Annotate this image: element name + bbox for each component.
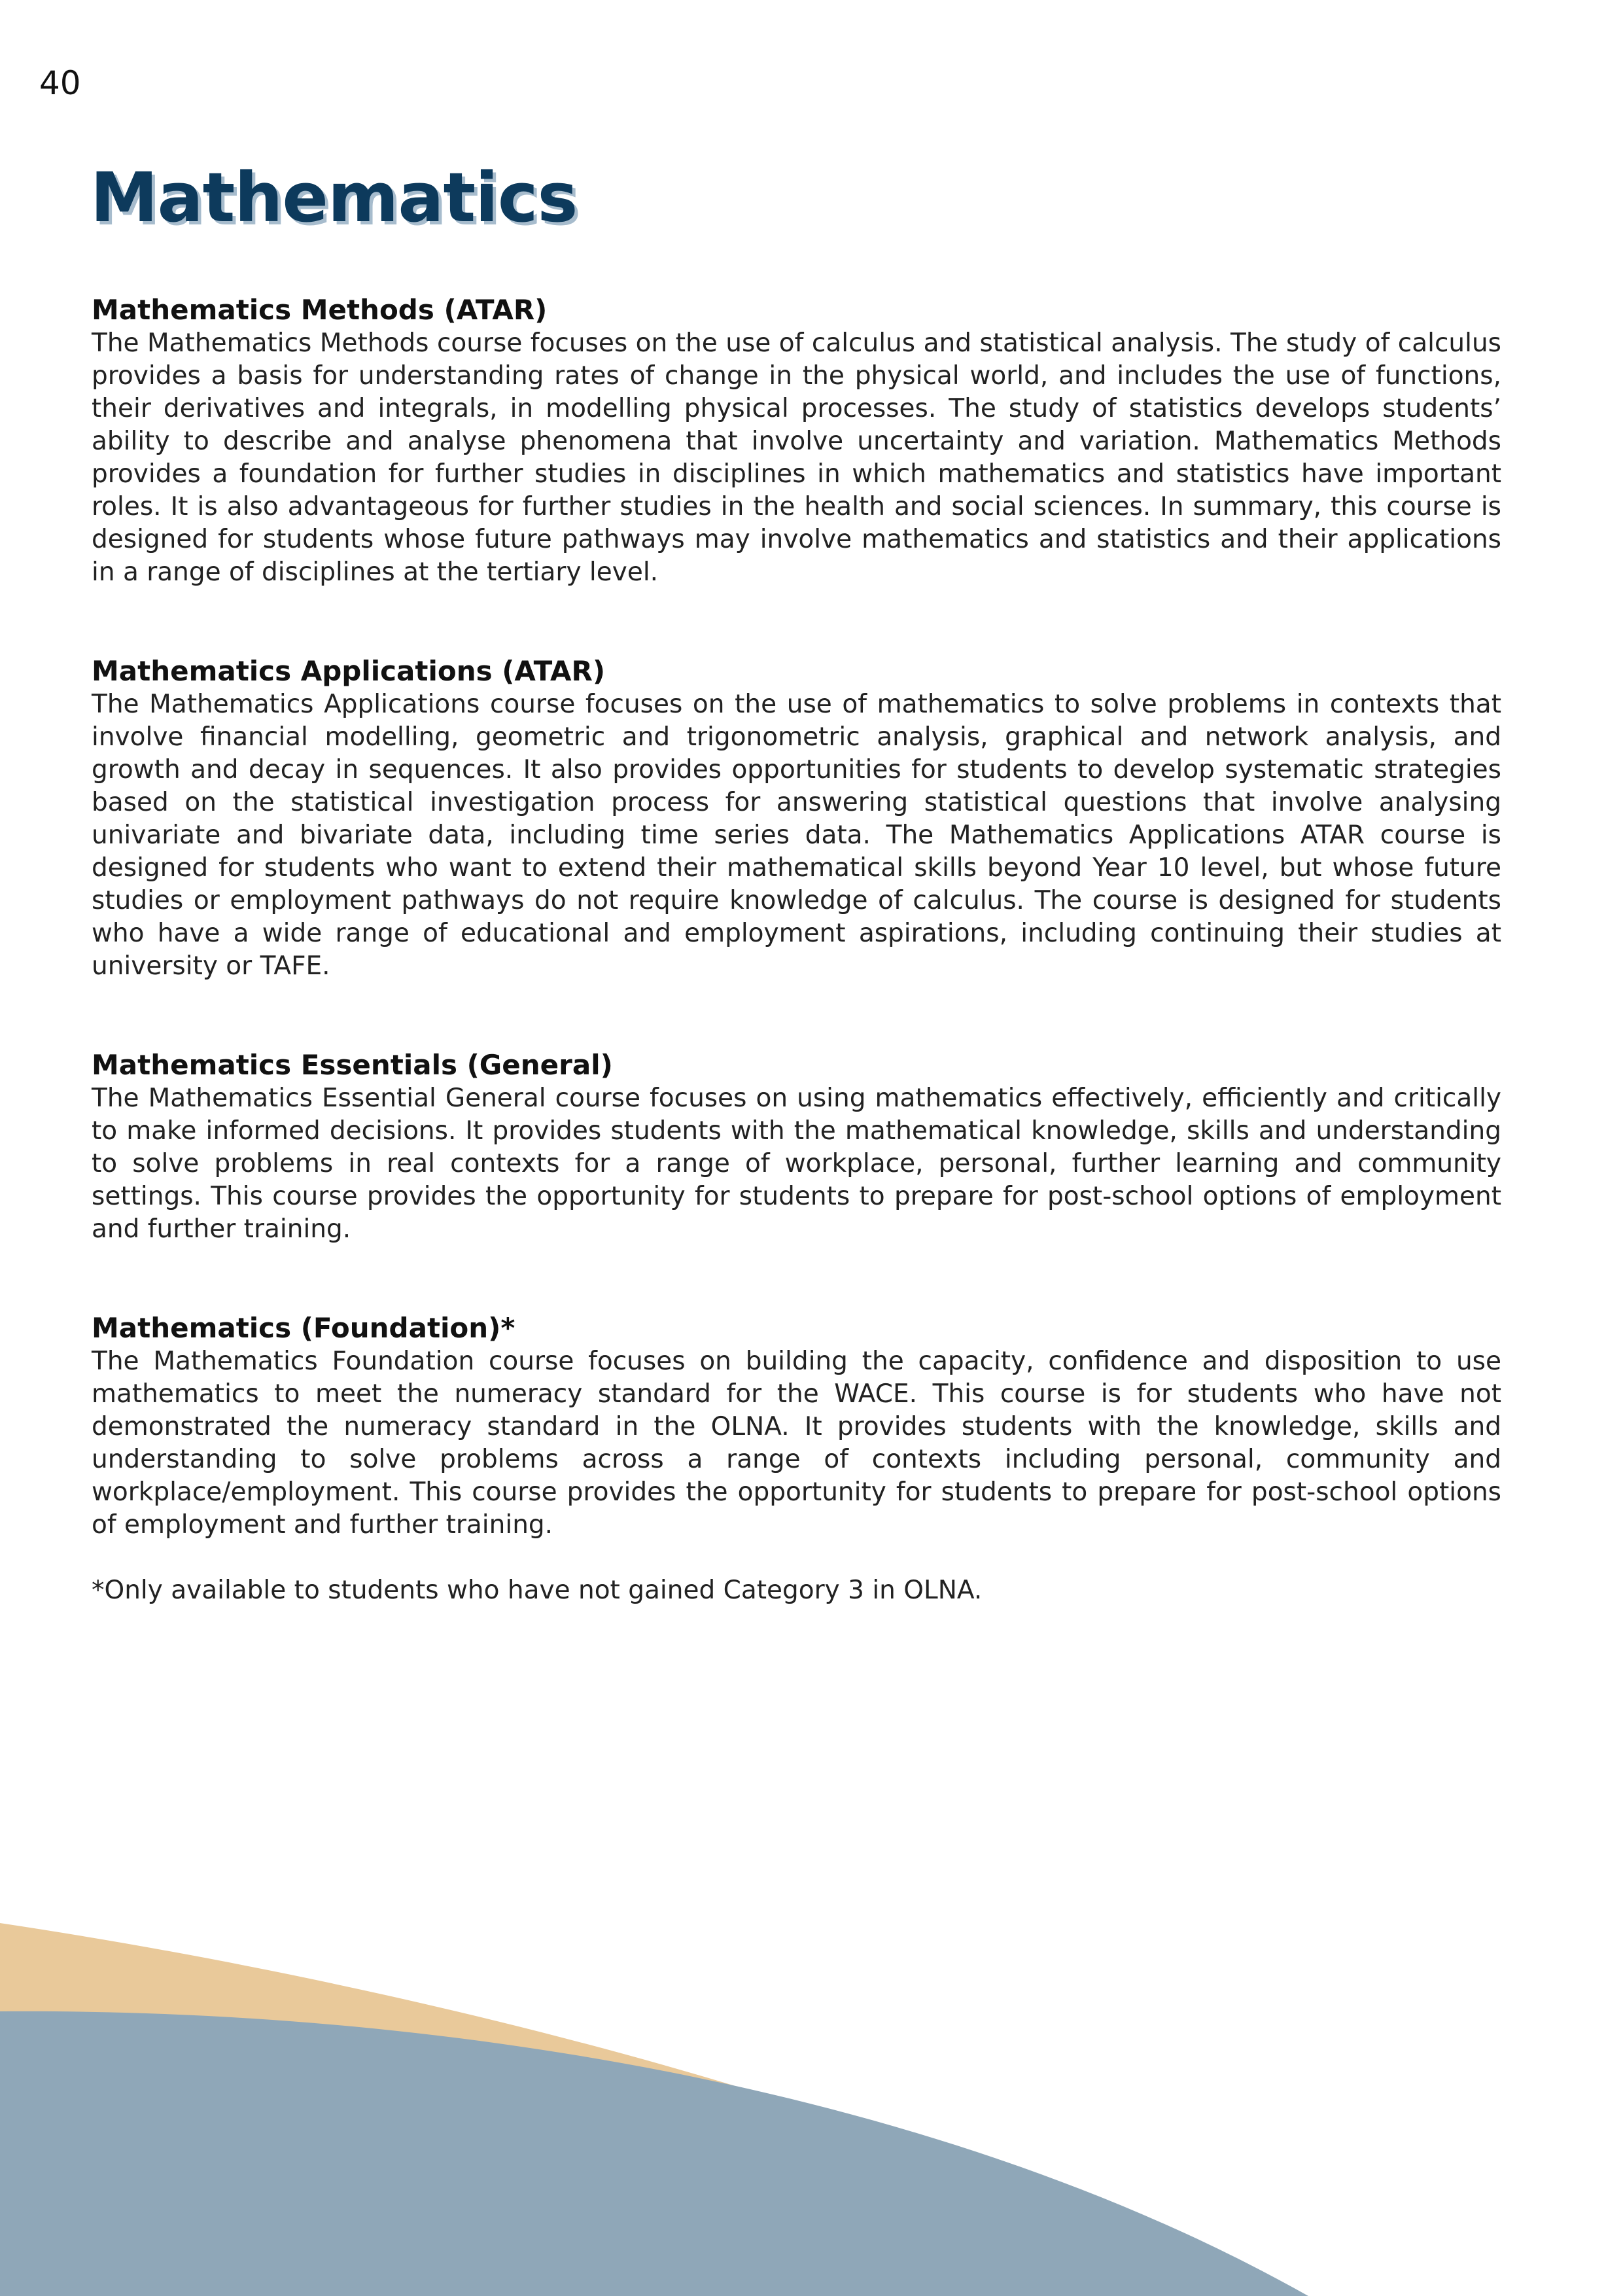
wave-blue-band [0,2011,1308,2296]
footnote: *Only available to students who have not gained Category 3 in OLNA. [92,1576,983,1605]
course-section-applications [92,654,1501,983]
course-heading: Mathematics Methods (ATAR) [92,294,548,326]
course-heading: Mathematics Applications (ATAR) [92,655,606,687]
course-section-foundation [92,1311,1501,1607]
page-title: Mathematics [90,158,578,238]
course-section-essentials [92,1048,1501,1246]
course-list [92,293,1501,1607]
decorative-wave [0,1877,1623,2296]
course-heading: Mathematics Essentials (General) [92,1049,613,1081]
course-section-methods [92,293,1501,589]
course-description: The Mathematics Applications course focuses on the use of mathematics to solve problems in contexts that involve financial modelling, geometric and trigonometric analysis, graphical and network analysis, and growth and decay in sequences. It also provides opportunities for students to develop systematic strategies based on the statistical investigation process for answering statistical questions that involve analysing univariate and bivariate data, including time series data. The Mathematics Applications ATAR course is designed for students who want to extend their mathematical skills beyond Year 10 level, but whose future studies or employment pathways do not require knowledge of calculus. The course is designed for students who have a wide range of educational and employment aspirations, including continuing their studies at university or TAFE. [92,690,1501,981]
course-description: The Mathematics Foundation course focuses on building the capacity, confidence and disposition to use mathematics to meet the numeracy standard for the WACE. This course is for students who have not demonstrated the numeracy standard in the OLNA. It provides students with the knowledge, skills and understanding to solve problems across a range of contexts including personal, community and workplace/employment. This course provides the opportunity for students to prepare for post-school options of employment and further training. [92,1347,1501,1540]
course-description: The Mathematics Methods course focuses on the use of calculus and statistical analysis. The study of calculus provides a basis for understanding rates of change in the physical world, and includes the use of functions, their derivatives and integrals, in modelling physical processes. The study of statistics develops students’ ability to describe and analyse phenomena that involve uncertainty and variation. Mathematics Methods provides a foundation for further studies in disciplines in which mathematics and statistics have important roles. It is also advantageous for further studies in the health and social sciences. In summary, this course is designed for students whose future pathways may involve mathematics and statistics and their applications in a range of disciplines at the tertiary level. [92,328,1501,587]
course-heading: Mathematics (Foundation)* [92,1312,515,1344]
page-number: 40 [39,64,81,102]
course-description: The Mathematics Essential General course focuses on using mathematics effectively, efficiently and critically to make informed decisions. It provides students with the mathematical knowledge, skills and understanding to solve problems in real contexts for a range of workplace, personal, further learning and community settings. This course provides the opportunity for students to prepare for post-school options of employment and further training. [92,1084,1501,1244]
